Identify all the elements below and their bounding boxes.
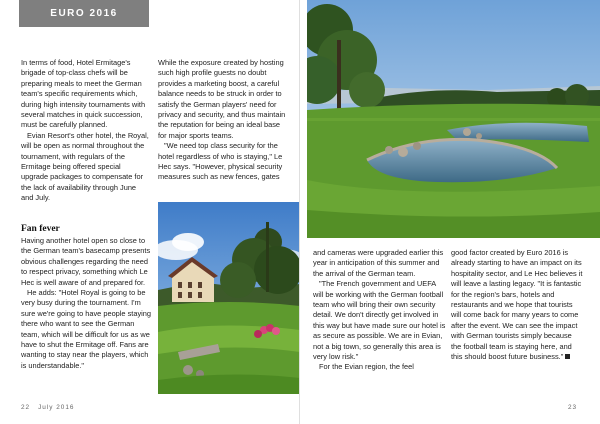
column-3 [313,248,447,373]
paragraph: Having another hotel open so close to the German team's basecamp presents obvious challenges regarding the need to respect privacy, something which Le Hec is well aware of and prepared for. [21,236,151,287]
paragraph-text: good factor created by Euro 2016 is already starting to have an impact on its hospitality sector, and Le Hec believes it will leave a lasting legacy. "It is fantastic for the region's bars, hotels and restaurants and we hope that tourists will come back for many years to come after the event. We can see the impact with German tourists simply because the football team is staying here, and this should boost future business." [451,248,583,362]
column-1-continued [21,236,151,371]
paragraph: "We need top class security for the hotel regardless of who is staying," Le Hec says. "However, physical security measures such as new fences, gates [158,141,283,182]
folio-right: 23 [568,404,578,411]
paragraph: and cameras were upgraded earlier this year in anticipation of this summer and the arrival of the German team. [313,248,444,278]
paragraph: While the exposure created by hosting such high profile guests no doubt provides a marketing boost, a careful balance needs to be struck in order to satisfy the German players' need for privacy and security, and thus maintain the reputation for being an ideal base for major sports teams. [158,58,286,140]
golf-course-photo [307,0,600,238]
hotel-photo [158,202,300,394]
end-of-article-mark [565,354,570,359]
column-4 [451,248,584,362]
paragraph: "The French government and UEFA will be working with the German football team who will bring their own security detail. We don't directly get involved in this way but have made sure our hotel is as secure as possible. We are in Evian, not a big town, so generally this area is very low risk." [313,279,446,362]
paragraph: Evian Resort's other hotel, the Royal, will be open as normal throughout the tournament, with regulars of the Ermitage being offered special upgrade packages to compensate for the lack of availability through June and July. [21,130,149,203]
page-number: 22 [21,404,31,411]
folio-left [21,404,74,411]
right-page [300,0,600,424]
paragraph: For the Evian region, the feel [319,362,414,372]
subheading: Fan fever [21,224,60,234]
column-1 [21,58,149,204]
column-2 [158,58,288,183]
section-tab: EURO 2016 [19,0,149,27]
paragraph: In terms of food, Hotel Ermitage's brigade of top-class chefs will be preparing meals to meet the German team's specific requirements which, during high intensity tournaments with several matches in quick succession, must be carefully planned. [21,58,146,130]
issue-date: July 2016 [38,404,75,411]
paragraph: He adds: "Hotel Royal is going to be very busy during the tournament. I'm sure we're going to have people staying there who want to see the German team, which will be difficult for us as we have to shut the Ermitage off. Fans are wanting to stay near the players, which is understandable." [21,288,152,370]
paragraph [451,248,584,362]
